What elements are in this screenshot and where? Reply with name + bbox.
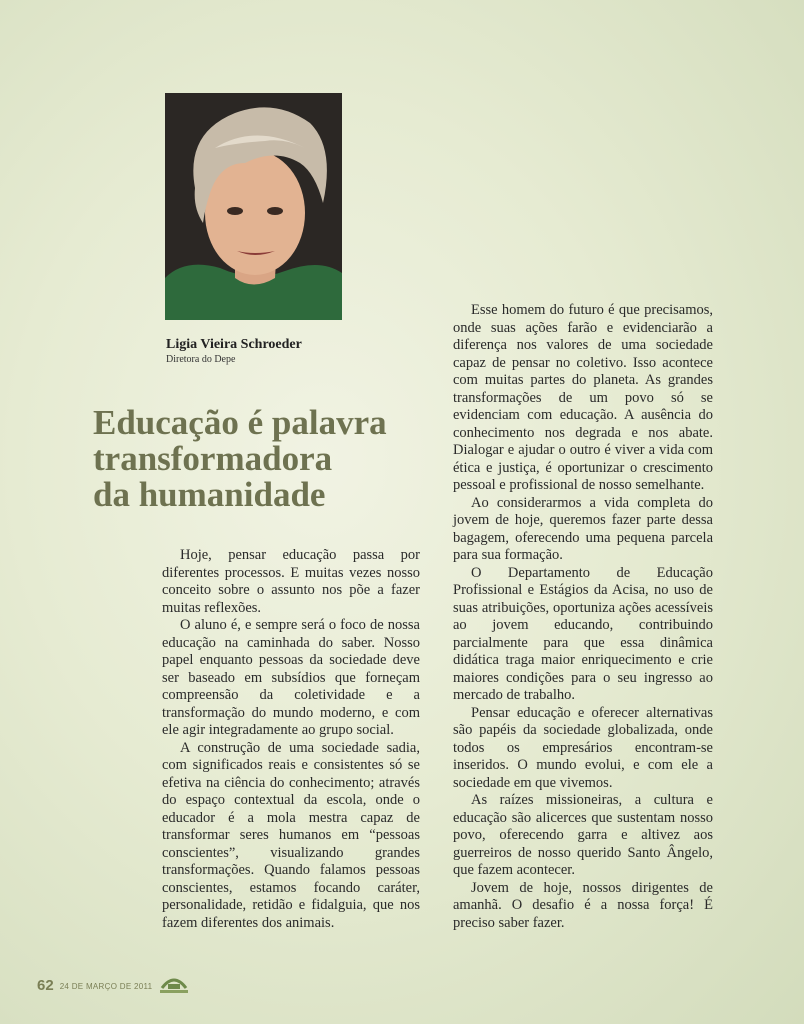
page-footer — [37, 974, 190, 994]
author-portrait-icon — [165, 93, 342, 320]
paragraph: O aluno é, e sempre será o foco de nossa educação na caminhada do saber. Nosso papel enquanto pessoas da sociedade deve ser baseado em subsídios que forneçam compreensão da coletividade e a transformação do mundo moderno, e com ele agir integradamente ao grupo social. — [162, 617, 420, 738]
author-photo — [165, 93, 342, 320]
paragraph: A construção de uma sociedade sadia, com significados reais e consistentes só se efetiva na ciência do conhecimento; através do espaço contextual da escola, onde o educador é a mola mestra capaz de transformar seres humanos em “pessoas conscientes”, visualizando grandes transformações. Quando falamos pessoas conscientes, estamos focando caráter, personalidade, retidão e fidalguia, que nos fazem diferentes dos animais. — [162, 739, 420, 931]
paragraph: Pensar educação e oferecer alternativas são papéis da sociedade globalizada, onde todos os empresários encontram-se inseridos. O mundo evolui, e com ele a sociedade em que vivemos. — [453, 704, 713, 791]
article-headline — [93, 405, 433, 513]
paragraph: O Departamento de Educação Profissional e Estágios da Acisa, no uso de suas atribuições, oportuniza ações acessíveis ao jovem educando, contribuindo parcialmente para que essa dinâmica didática traga maior enriquecimento e crie maiores condições para o seu ingresso ao mercado de trabalho. — [453, 564, 713, 703]
article-column-right — [453, 302, 713, 932]
paragraph: Hoje, pensar educação passa por diferentes processos. E muitas vezes nosso conceito sobre o assunto nos põe a fazer muitas reflexões. — [162, 547, 420, 616]
paragraph: As raízes missioneiras, a cultura e educação são alicerces que sustentam nosso povo, oferecendo garra e altivez aos guerreiros de nosso querido Santo Ângelo, que fazem acontecer. — [453, 792, 713, 878]
paragraph: Ao considerarmos a vida completa do jovem de hoje, queremos fazer parte dessa bagagem, oferecendo uma pequena parcela para sua formação. — [453, 494, 713, 563]
acisa-logo-icon — [158, 974, 190, 994]
headline-line: da humanidade — [93, 475, 326, 514]
author-name: Ligia Vieira Schroeder — [166, 337, 302, 352]
author-role: Diretora do Depe — [166, 354, 236, 365]
headline-line: Educação é palavra — [93, 403, 387, 442]
page-number: 62 — [37, 977, 54, 994]
issue-date: 24 DE MARÇO DE 2011 — [59, 982, 153, 991]
paragraph: Esse homem do futuro é que precisamos, onde suas ações farão e evidenciarão a diferença nos valores de uma sociedade capaz de pensar no coletivo. Isso acontece com muitas partes do planeta. As grandes transformações de um povo só se evidenciam com educação. A ausência do conhecimento nos degrada e nos abate. Dialogar e ajudar o outro é viver a vida com ética e justiça, é oportunizar o crescimento pessoal e profissional de nosso semelhante. — [453, 302, 713, 493]
article-column-left — [162, 547, 420, 932]
paragraph: Jovem de hoje, nossos dirigentes de amanhã. O desafio é a nossa força! É preciso saber fazer. — [453, 879, 713, 931]
headline-line: transformadora — [93, 439, 333, 478]
